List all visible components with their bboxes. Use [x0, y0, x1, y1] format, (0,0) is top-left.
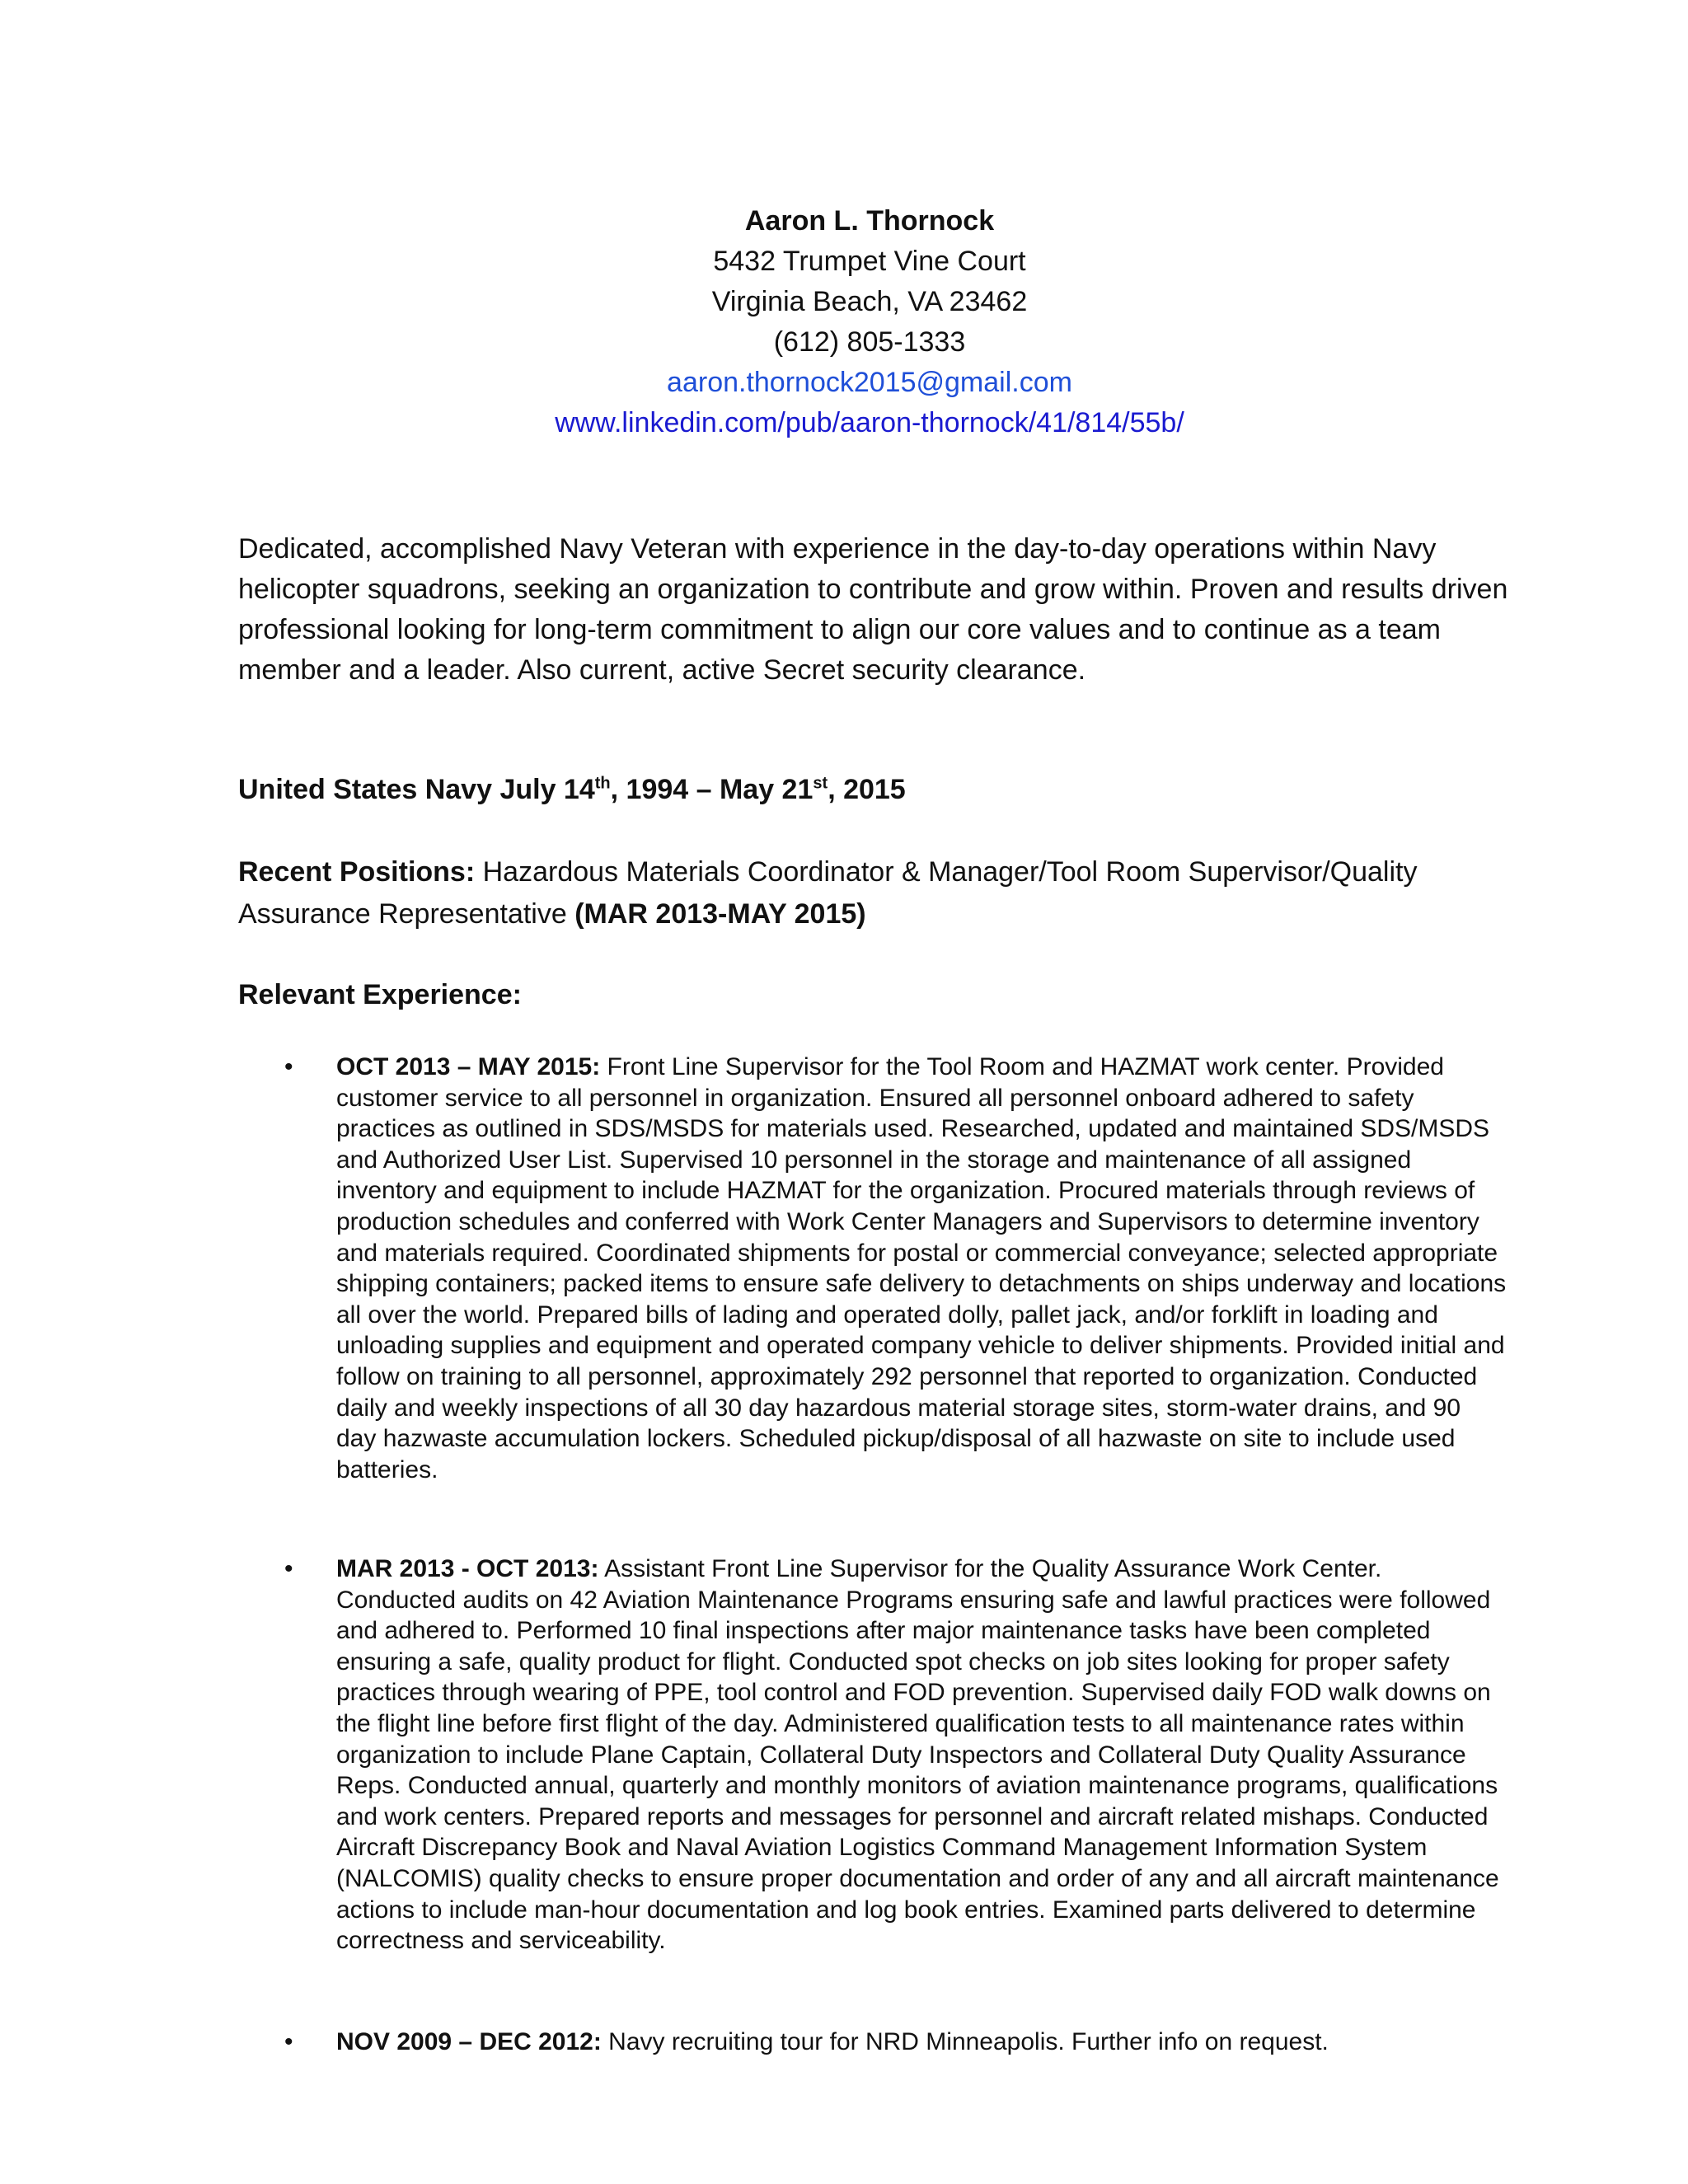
candidate-name: Aaron L. Thornock [744, 205, 995, 237]
experience-dates: NOV 2009 – DEC 2012: [336, 2028, 602, 2055]
experience-item [284, 1554, 1507, 1957]
bullet-marker: • [284, 1555, 293, 1582]
linkedin-link[interactable]: www.linkedin.com/pub/aaron-thornock/41/814/55b/ [555, 407, 1184, 438]
address-line-1: 5432 Trumpet Vine Court [713, 246, 1026, 277]
phone-number: (612) 805-1333 [773, 326, 966, 358]
service-middle: , 1994 – May 21 [610, 774, 814, 805]
contact-header [0, 201, 1688, 443]
service-end-suffix: st [813, 774, 828, 793]
service-start-suffix: th [594, 774, 611, 793]
address-line-2: Virginia Beach, VA 23462 [711, 286, 1028, 317]
bullet-marker: • [284, 1053, 293, 1080]
positions-label: Recent Positions: [238, 856, 476, 888]
positions-text: Hazardous Materials Coordinator & Manager/Tool Room Supervisor/Quality Assurance Representative [238, 856, 1418, 930]
experience-dates: MAR 2013 - OCT 2013: [336, 1555, 599, 1582]
experience-text: Navy recruiting tour for NRD Minneapolis. Further info on request. [601, 2028, 1329, 2055]
experience-item [284, 2027, 1507, 2058]
service-end: , 2015 [828, 774, 906, 805]
professional-summary: Dedicated, accomplished Navy Veteran with experience in the day-to-day operations within Navy helicopter squadrons, seeking an organization to contribute and grow within. Proven and results driven professional looking for long-term commitment to align our core values and to continue as a team member and a leader. Also current, active Secret security clearance. [238, 533, 1508, 686]
positions-dates: (MAR 2013-MAY 2015) [574, 898, 866, 930]
bullet-marker: • [284, 2028, 293, 2055]
service-dates-heading [238, 770, 906, 810]
experience-item [284, 1052, 1507, 1485]
experience-text: Assistant Front Line Supervisor for the Quality Assurance Work Center. Conducted audits on 42 Aviation Maintenance Programs ensuring safe and lawful practices were followed and adhered to. Performed 10 final inspections after major maintenance tasks have been completed ensuring a safe, quality product for flight. Conducted spot checks on job sites looking for proper safety practices through wearing of PPE, tool control and FOD prevention. Supervised daily FOD walk downs on the flight line before first flight of the day. Administered qualification tests to all maintenance rates within organization to include Plane Captain, Collateral Duty Inspectors and Collateral Duty Quality Assurance Reps. Conducted annual, quarterly and monthly monitors of aviation maintenance programs, qualifications and work centers. Prepared reports and messages for personnel and aircraft related mishaps. Conducted Aircraft Discrepancy Book and Naval Aviation Logistics Command Management Information System (NALCOMIS) quality checks to ensure proper documentation and order of any and all aircraft maintenance actions to include man-hour documentation and log book entries. Examined parts delivered to determine correctness and serviceability. [336, 1555, 1499, 1955]
experience-dates: OCT 2013 – MAY 2015: [336, 1053, 601, 1080]
email-link[interactable]: aaron.thornock2015@gmail.com [667, 367, 1072, 398]
service-prefix: United States Navy July 14 [238, 774, 595, 805]
relevant-experience-heading: Relevant Experience: [238, 979, 522, 1010]
experience-text: Front Line Supervisor for the Tool Room and HAZMAT work center. Provided customer service to all personnel in organization. Ensured all personnel onboard adhered to safety practices as outlined in SDS/MSDS for materials used. Researched, updated and maintained SDS/MSDS and Authorized User List. Supervised 10 personnel in the storage and maintenance of all assigned inventory and equipment to include HAZMAT for the organization. Procured materials through reviews of production schedules and conferred with Work Center Managers and Supervisors to determine inventory and materials required. Coordinated shipments for postal or commercial conveyance; selected appropriate shipping containers; packed items to ensure safe delivery to detachments on ships underway and locations all over the world. Prepared bills of lading and operated dolly, pallet jack, and/or forklift in loading and unloading supplies and equipment and operated company vehicle to deliver shipments. Provided initial and follow on training to all personnel, approximately 292 personnel that reported to organization. Conducted daily and weekly inspections of all 30 day hazardous material storage sites, storm-water drains, and 90 day hazwaste accumulation lockers. Scheduled pickup/disposal of all hazwaste on site to include used batteries. [336, 1053, 1507, 1483]
recent-positions [238, 851, 1524, 935]
